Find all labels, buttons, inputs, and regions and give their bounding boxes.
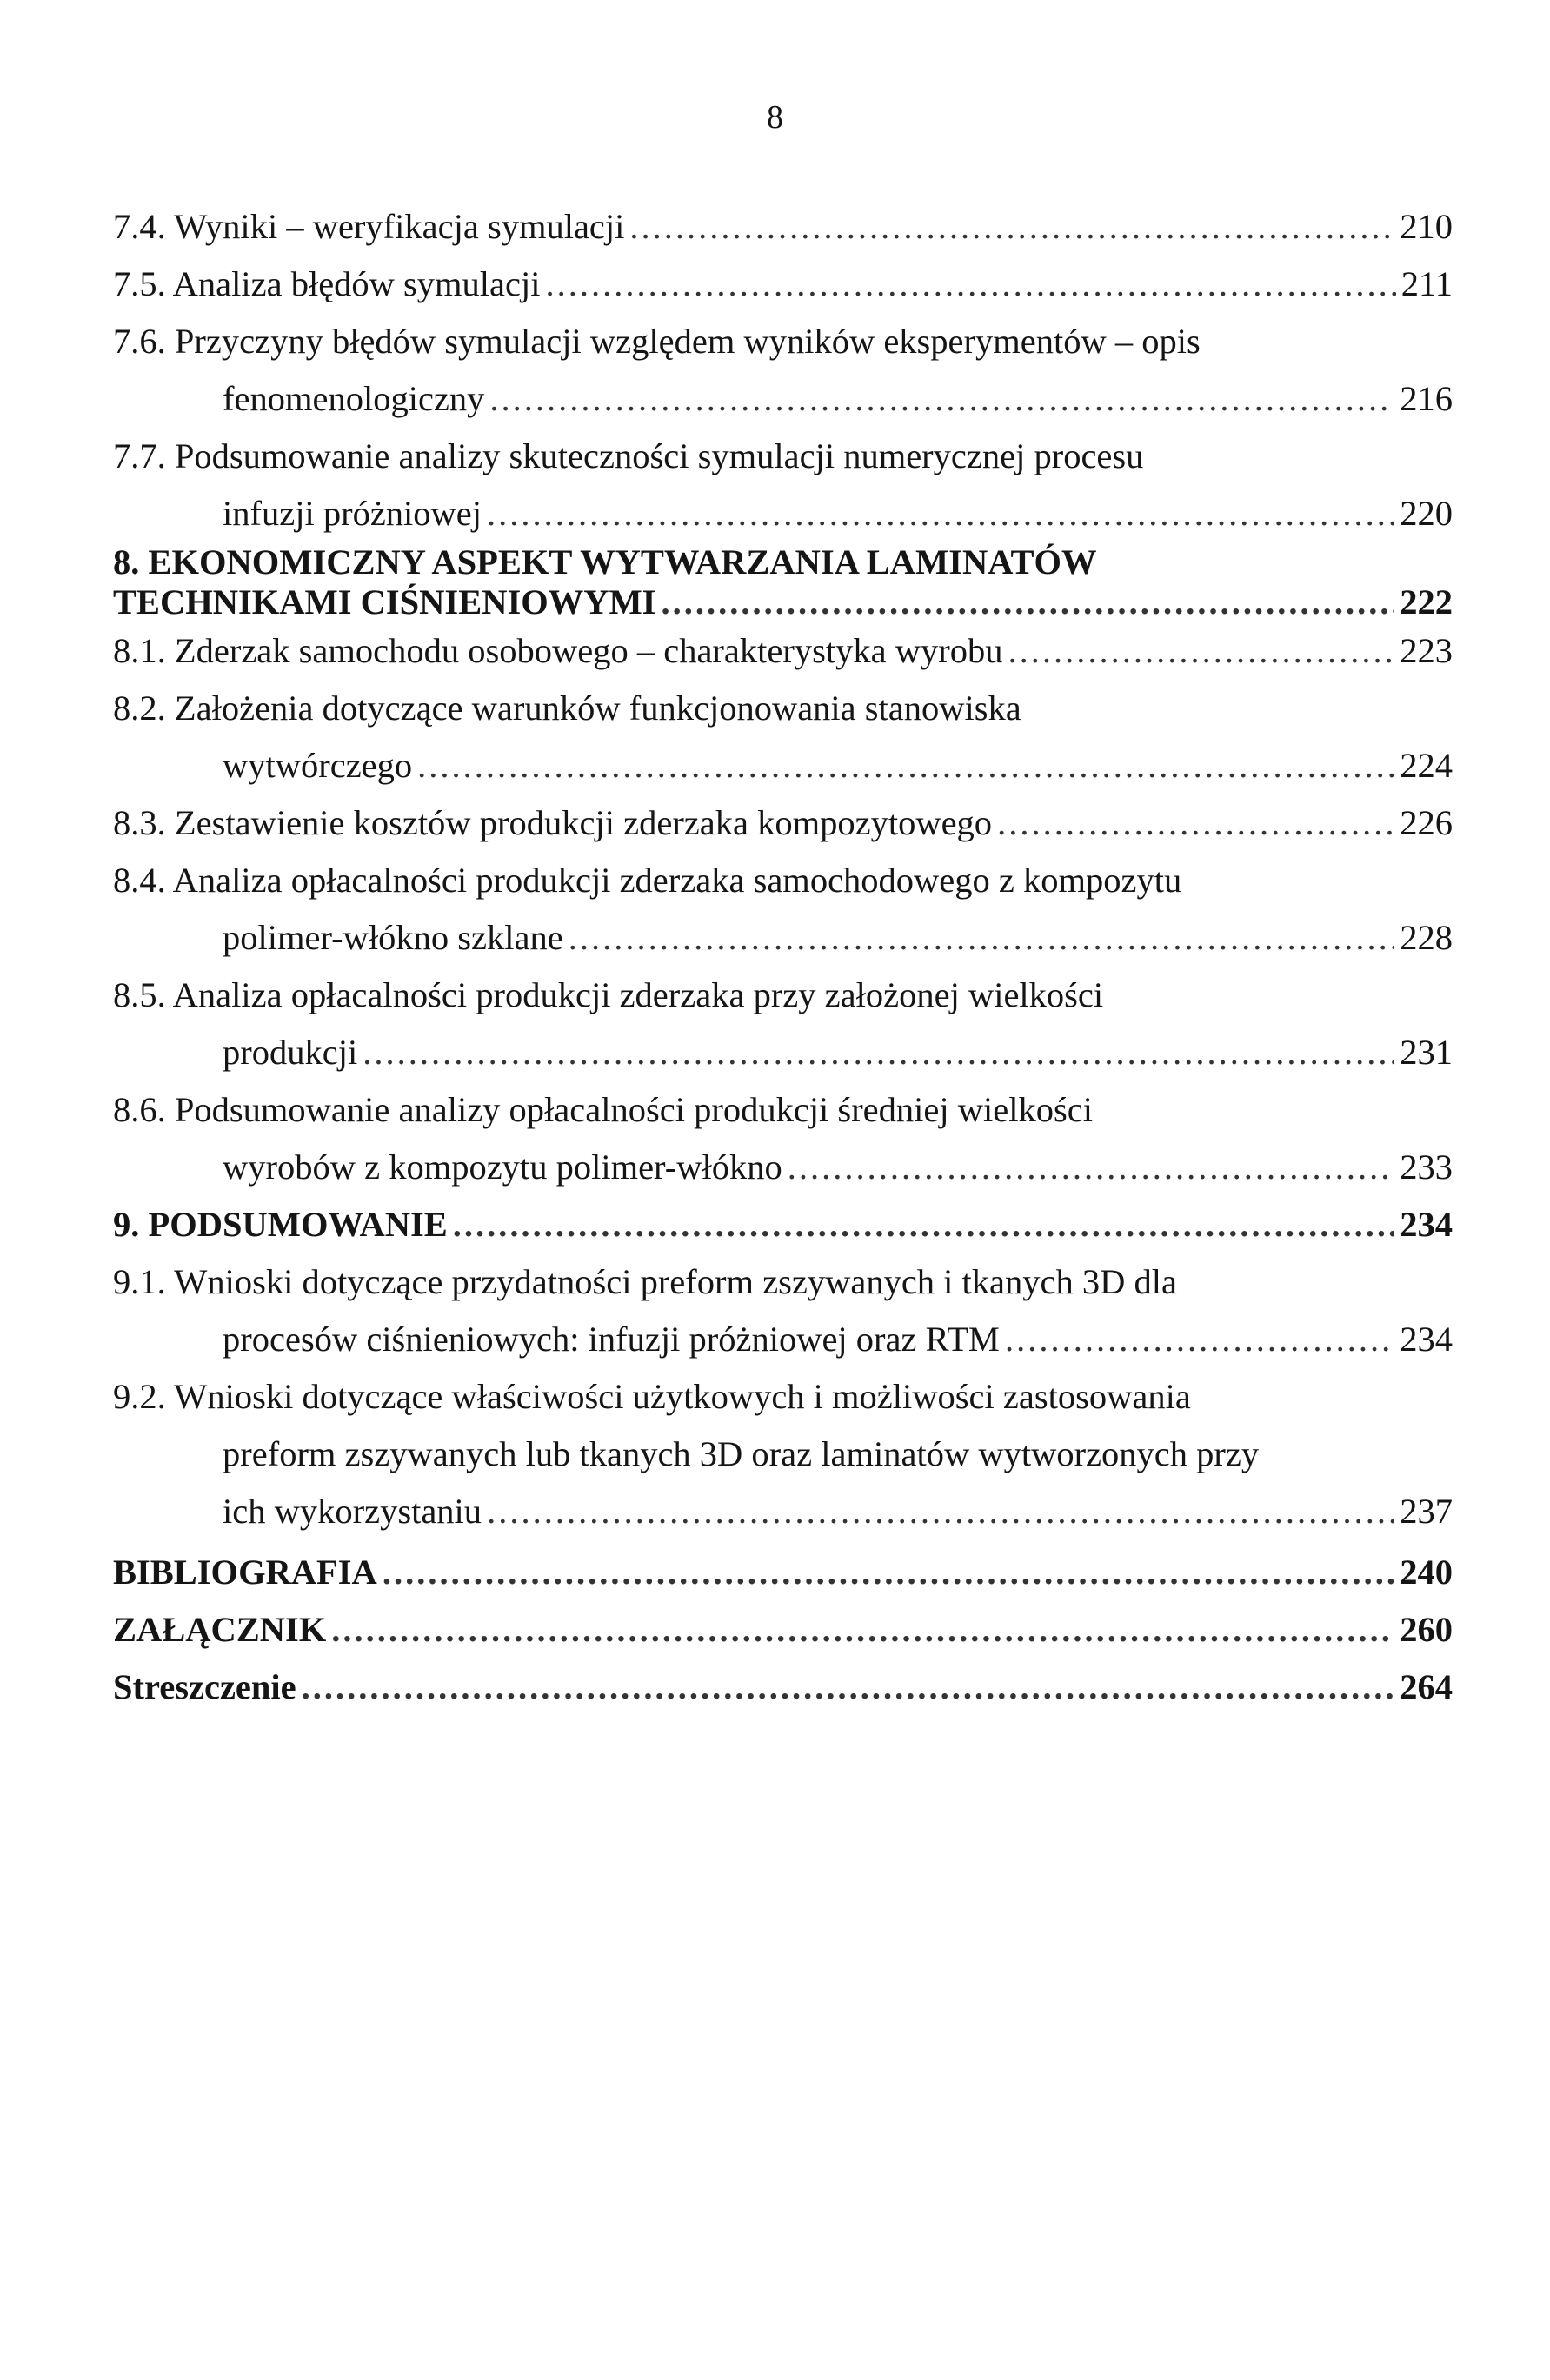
toc-entry-title: polimer-włókno szklane — [223, 918, 563, 957]
toc-entry-line — [113, 542, 1453, 582]
toc-page-number: 228 — [1400, 918, 1453, 957]
toc-entry-line — [113, 1368, 1453, 1426]
toc-entry-title: 9.1. Wnioski dotyczące przydatności preform zszywanych i tkanych 3D dla — [113, 1262, 1177, 1301]
toc-page-number: 234 — [1400, 1320, 1453, 1359]
toc-entry-line-last — [113, 1139, 1453, 1196]
toc-entry — [113, 680, 1453, 794]
toc-entry-line-last — [113, 198, 1453, 256]
toc-entry-title: wytwórczego — [223, 746, 413, 785]
toc-entry-line-last — [113, 1659, 1453, 1716]
toc-page-number: 237 — [1400, 1492, 1453, 1531]
toc-entry-title: 8.3. Zestawienie kosztów produkcji zderzaka kompozytowego — [113, 803, 993, 842]
toc-entry-title: BIBLIOGRAFIA — [113, 1552, 377, 1592]
toc-entry — [113, 622, 1453, 680]
toc-entry — [113, 1601, 1453, 1659]
toc-entry-line — [113, 1426, 1453, 1483]
toc-entry-line-last — [113, 794, 1453, 852]
toc-entry — [113, 428, 1453, 542]
toc-page-number: 226 — [1400, 803, 1453, 842]
toc-entry-title: preform zszywanych lub tkanych 3D oraz laminatów wytworzonych przy — [223, 1434, 1260, 1473]
toc-entry-line-last — [113, 1544, 1453, 1601]
toc-entry-line-last — [113, 582, 1453, 622]
toc-leader-dots — [331, 1601, 1394, 1659]
toc-leader-dots — [487, 485, 1394, 542]
toc-page-number: 210 — [1400, 207, 1453, 246]
toc-entry — [113, 794, 1453, 852]
toc-entry-line-last — [113, 1196, 1453, 1253]
toc-entry-line — [113, 1253, 1453, 1311]
toc-entry — [113, 313, 1453, 428]
toc-entry-title: produkcji — [223, 1033, 358, 1072]
toc-entry-line-last — [113, 256, 1453, 313]
toc-entry — [113, 852, 1453, 967]
toc-entry-line-last — [113, 1601, 1453, 1659]
toc-entry — [113, 967, 1453, 1081]
toc-page-number: 223 — [1400, 631, 1453, 670]
toc-entry-title: fenomenologiczny — [223, 379, 485, 418]
toc-leader-dots — [489, 370, 1394, 428]
toc-entry — [113, 198, 1453, 256]
toc-entry — [113, 1368, 1453, 1540]
toc-entry — [113, 1253, 1453, 1368]
toc-entry-title: 8. EKONOMICZNY ASPEKT WYTWARZANIA LAMINATÓW — [113, 542, 1097, 582]
toc-leader-dots — [1008, 622, 1394, 680]
toc-leader-dots — [417, 737, 1394, 794]
toc-entry — [113, 1196, 1453, 1253]
toc-entry-title: 7.6. Przyczyny błędów symulacji względem wyników eksperymentów – opis — [113, 322, 1201, 361]
toc-entry-line — [113, 428, 1453, 485]
toc-entry-line — [113, 313, 1453, 370]
toc-entry-title: Streszczenie — [113, 1667, 296, 1706]
toc-entry-title: wyrobów z kompozytu polimer-włókno — [223, 1147, 782, 1187]
toc-page-number: 222 — [1400, 582, 1453, 622]
toc-entry — [113, 1081, 1453, 1196]
toc-page-number: 224 — [1400, 746, 1453, 785]
table-of-contents — [113, 198, 1453, 1716]
toc-entry-line-last — [113, 909, 1453, 967]
toc-leader-dots — [546, 256, 1396, 313]
toc-entry-title: 9.2. Wnioski dotyczące właściwości użytkowych i możliwości zastosowania — [113, 1377, 1191, 1416]
toc-entry — [113, 256, 1453, 313]
toc-page-number: 216 — [1400, 379, 1453, 418]
toc-entry-line-last — [113, 1483, 1453, 1540]
toc-leader-dots — [487, 1483, 1394, 1540]
toc-entry — [113, 1659, 1453, 1716]
toc-entry-title: 7.4. Wyniki – weryfikacja symulacji — [113, 207, 625, 246]
toc-entry-title: 8.6. Podsumowanie analizy opłacalności produkcji średniej wielkości — [113, 1090, 1093, 1129]
toc-entry-line-last — [113, 1311, 1453, 1368]
toc-leader-dots — [302, 1659, 1395, 1716]
toc-entry-title: 8.1. Zderzak samochodu osobowego – charakterystyka wyrobu — [113, 631, 1003, 670]
toc-page-number: 264 — [1400, 1667, 1453, 1706]
toc-entry-title: 7.7. Podsumowanie analizy skuteczności symulacji numerycznej procesu — [113, 436, 1144, 475]
toc-entry-line — [113, 1081, 1453, 1139]
toc-entry-title: ich wykorzystaniu — [223, 1492, 482, 1531]
toc-entry-title: 7.5. Analiza błędów symulacji — [113, 264, 541, 303]
toc-leader-dots — [661, 582, 1394, 622]
toc-entry-title: ZAŁĄCZNIK — [113, 1610, 327, 1649]
toc-entry-line-last — [113, 622, 1453, 680]
toc-entry-line-last — [113, 1024, 1453, 1081]
toc-entry-line-last — [113, 737, 1453, 794]
page-number: 8 — [767, 99, 783, 136]
toc-entry-line — [113, 852, 1453, 909]
toc-entry-title: 9. PODSUMOWANIE — [113, 1205, 448, 1244]
toc-page-number: 234 — [1400, 1205, 1453, 1244]
toc-page-number: 233 — [1400, 1147, 1453, 1187]
toc-leader-dots — [569, 909, 1395, 967]
toc-entry — [113, 1544, 1453, 1601]
toc-entry-line — [113, 680, 1453, 737]
toc-entry-line-last — [113, 485, 1453, 542]
toc-leader-dots — [788, 1139, 1395, 1196]
toc-page-number: 260 — [1400, 1610, 1453, 1649]
toc-page-number: 220 — [1400, 494, 1453, 533]
toc-entry — [113, 542, 1453, 622]
toc-entry-title: 8.2. Założenia dotyczące warunków funkcjonowania stanowiska — [113, 688, 1021, 728]
toc-entry-title: procesów ciśnieniowych: infuzji próżniowej oraz RTM — [223, 1320, 1000, 1359]
toc-entry-title: 8.4. Analiza opłacalności produkcji zderzaka samochodowego z kompozytu — [113, 861, 1182, 900]
toc-leader-dots — [363, 1024, 1394, 1081]
toc-entry-title: infuzji próżniowej — [223, 494, 482, 533]
toc-entry-line-last — [113, 370, 1453, 428]
toc-leader-dots — [1005, 1311, 1394, 1368]
toc-leader-dots — [997, 794, 1394, 852]
toc-leader-dots — [383, 1544, 1394, 1601]
toc-page-number: 240 — [1400, 1552, 1453, 1592]
toc-leader-dots — [629, 198, 1394, 256]
toc-entry-title: 8.5. Analiza opłacalności produkcji zderzaka przy założonej wielkości — [113, 975, 1104, 1014]
toc-entry-title: TECHNIKAMI CIŚNIENIOWYMI — [113, 582, 656, 622]
toc-entry-line — [113, 967, 1453, 1024]
toc-page-number: 211 — [1400, 264, 1453, 303]
toc-leader-dots — [453, 1196, 1394, 1253]
toc-page-number: 231 — [1400, 1033, 1453, 1072]
